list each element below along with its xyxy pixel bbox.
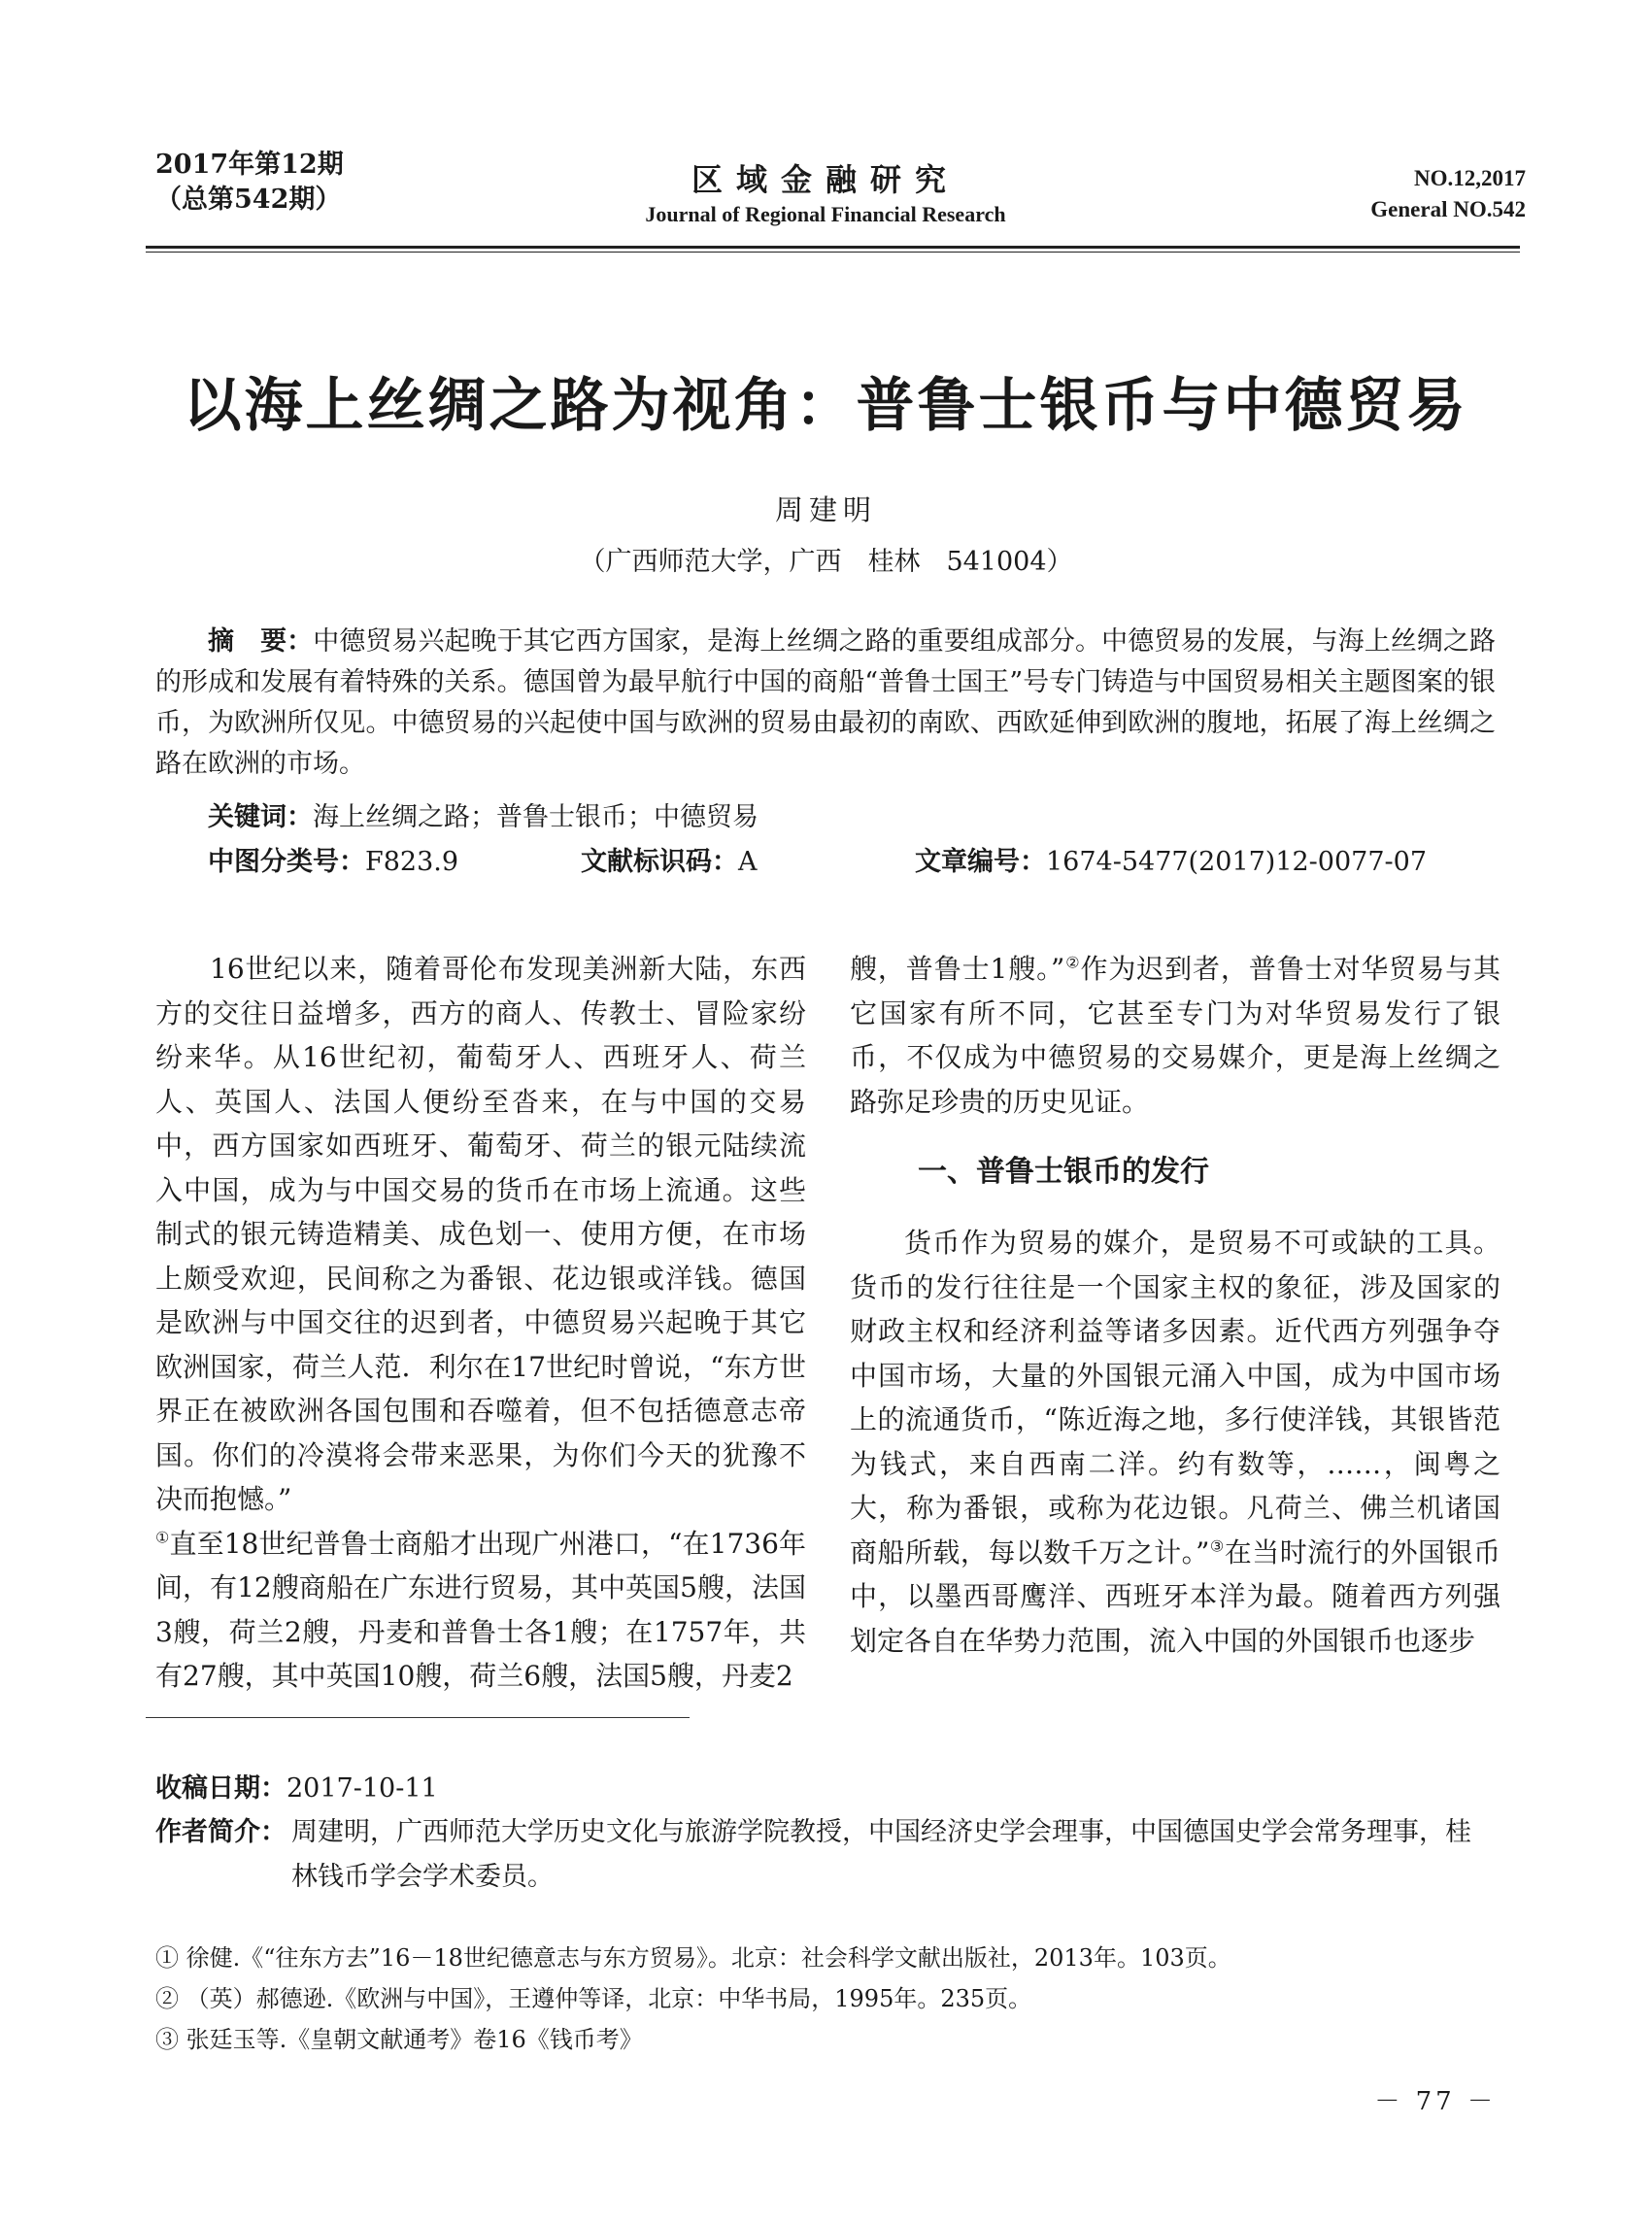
bio-text: 周建明，广西师范大学历史文化与旅游学院教授，中国经济史学会理事，中国德国史学会常务理事，桂林钱币学会学术委员。 bbox=[291, 1817, 1471, 1892]
keywords-label: 关键词： bbox=[208, 802, 313, 832]
body-paragraph bbox=[155, 947, 806, 1522]
journal-name bbox=[544, 160, 1107, 230]
header-rule-thin bbox=[146, 252, 1520, 253]
keywords bbox=[208, 798, 759, 837]
doc-code-label: 文献标识码： bbox=[581, 847, 738, 877]
author-name: 周建明 bbox=[774, 493, 877, 526]
footnote-marker-1: ① bbox=[155, 1528, 170, 1547]
body-text: 16世纪以来，随着哥伦布发现美洲新大陆，东西方的交往日益增多，西方的商人、传教士、冒险家纷纷来华。从16世纪初，葡萄牙人、西班牙人、荷兰人、英国人、法国人便纷至沓来，在与中国的交易中，西方国家如西班牙、葡萄牙、荷兰的银元陆续流入中国，成为与中国交易的货币在市场上流通。这些制式的银元铸造精美、成色划一、使用方便，在市场上颇受欢迎，民间称之为番银、花边银或洋钱。德国是欧洲与中国交往的迟到者，中德贸易兴起晚于其它欧洲国家，荷兰人范．利尔在17世纪时曾说，“东方世界正在被欧洲各国包围和吞噬着，但不包括德意志帝国。你们的冷漠将会带来恶果，为你们今天的犹豫不决而抱憾。” bbox=[155, 953, 806, 1515]
header-rule-thick bbox=[146, 246, 1520, 249]
received-label: 收稿日期： bbox=[155, 1773, 287, 1804]
article-number bbox=[915, 843, 1427, 882]
body-paragraph-continued bbox=[155, 1522, 806, 1699]
body-text: 货币作为贸易的媒介，是贸易不可或缺的工具。货币的发行往往是一个国家主权的象征，涉及国家的财政主权和经济利益等诸多因素。近代西方列强争夺中国市场，大量的外国银元涌入中国，成为中国市场上的流通货币，“陈近海之地，多行使洋钱，其银皆范为钱式，来自西南二洋。约有数等，……，闽粤之大，称为番银，或称为花边银。凡荷兰、佛兰机诸国商船所载，每以数千万之计。” bbox=[850, 1227, 1500, 1568]
issue-info-en bbox=[1370, 163, 1526, 225]
issue-total-cn: （总第542期） bbox=[155, 185, 342, 215]
footnote-marker-3: ③ bbox=[1209, 1536, 1225, 1556]
received-value: 2017-10-11 bbox=[287, 1773, 438, 1804]
clc-value: F823.9 bbox=[365, 847, 459, 877]
footnotes bbox=[155, 1938, 1496, 2060]
body-text: 作为迟到者，普鲁士对华贸易与其它国家有所不同，它甚至专门为对华贸易发行了银币，不仅成为中德贸易的交易媒介，更是海上丝绸之路弥足珍贵的历史见证。 bbox=[850, 953, 1500, 1118]
page-number: － 77 － bbox=[1374, 2087, 1497, 2116]
body-column-left bbox=[155, 947, 806, 1699]
issue-number-cn: 2017年第12期 bbox=[155, 150, 344, 180]
footnote-marker-2: ② bbox=[1064, 953, 1081, 972]
clc-label: 中图分类号： bbox=[208, 847, 365, 877]
body-paragraph-continued bbox=[850, 947, 1500, 1124]
article-number-value: 1674-5477(2017)12-0077-07 bbox=[1046, 847, 1428, 877]
body-paragraph bbox=[850, 1221, 1500, 1663]
body-text: 艘，普鲁士1艘。” bbox=[850, 953, 1065, 985]
abstract bbox=[155, 622, 1496, 785]
keywords-text: 海上丝绸之路；普鲁士银币；中德贸易 bbox=[313, 802, 759, 832]
footnote-3: ③ 张廷玉等.《皇朝文献通考》卷16《钱币考》 bbox=[155, 2026, 643, 2053]
received-date bbox=[155, 1770, 438, 1808]
issue-number-en: NO.12,2017 bbox=[1414, 166, 1526, 190]
footnote-rule bbox=[146, 1717, 690, 1718]
journal-name-cn: 区域金融研究 bbox=[691, 161, 960, 198]
issue-total-en: General NO.542 bbox=[1370, 197, 1526, 221]
section-heading: 一、普鲁士银币的发行 bbox=[918, 1155, 1209, 1189]
journal-name-en: Journal of Regional Financial Research bbox=[645, 202, 1006, 226]
body-column-right bbox=[850, 947, 1500, 1663]
doc-code-value: A bbox=[738, 847, 758, 877]
article-title: 以海上丝绸之路为视角：普鲁士银币与中德贸易 bbox=[183, 372, 1468, 440]
body-text: 在当时流行的外国银币中，以墨西哥鹰洋、西班牙本洋为最。随着西方列强划定各自在华势力范围，流入中国的外国银币也逐步 bbox=[850, 1535, 1500, 1657]
document-code bbox=[581, 843, 758, 882]
abstract-text: 中德贸易兴起晚于其它西方国家，是海上丝绸之路的重要组成部分。中德贸易的发展，与海上丝绸之路的形成和发展有着特殊的关系。德国曾为最早航行中国的商船“普鲁士国王”号专门铸造与中国贸易相关主题图案的银币，为欧洲所仅见。中德贸易的兴起使中国与欧洲的贸易由最初的南欧、西欧延伸到欧洲的腹地，拓展了海上丝绸之路在欧洲的市场。 bbox=[155, 626, 1496, 779]
bio-label: 作者简介： bbox=[155, 1817, 287, 1847]
issue-info-cn bbox=[155, 148, 344, 218]
author-affiliation: （广西师范大学，广西 桂林 541004） bbox=[579, 547, 1073, 577]
footnote-1: ① 徐健.《“往东方去”16－18世纪德意志与东方贸易》。北京：社会科学文献出版社，2013年。103页。 bbox=[155, 1944, 1231, 1972]
abstract-label: 摘 要： bbox=[208, 626, 314, 657]
body-text: 直至18世纪普鲁士商船才出现广州港口，“在1736年间，有12艘商船在广东进行贸易，其中英国5艘，法国3艘，荷兰2艘，丹麦和普鲁士各1艘；在1757年，共有27艘，其中英国10艘，荷兰6艘，法国5艘，丹麦2 bbox=[155, 1527, 806, 1692]
author-bio bbox=[155, 1810, 1496, 1900]
clc-number bbox=[208, 843, 458, 882]
footnote-2: ② （英）郝德逊.《欧洲与中国》，王遵仲等译，北京：中华书局，1995年。235页。 bbox=[155, 1985, 1032, 2012]
article-number-label: 文章编号： bbox=[915, 847, 1046, 877]
